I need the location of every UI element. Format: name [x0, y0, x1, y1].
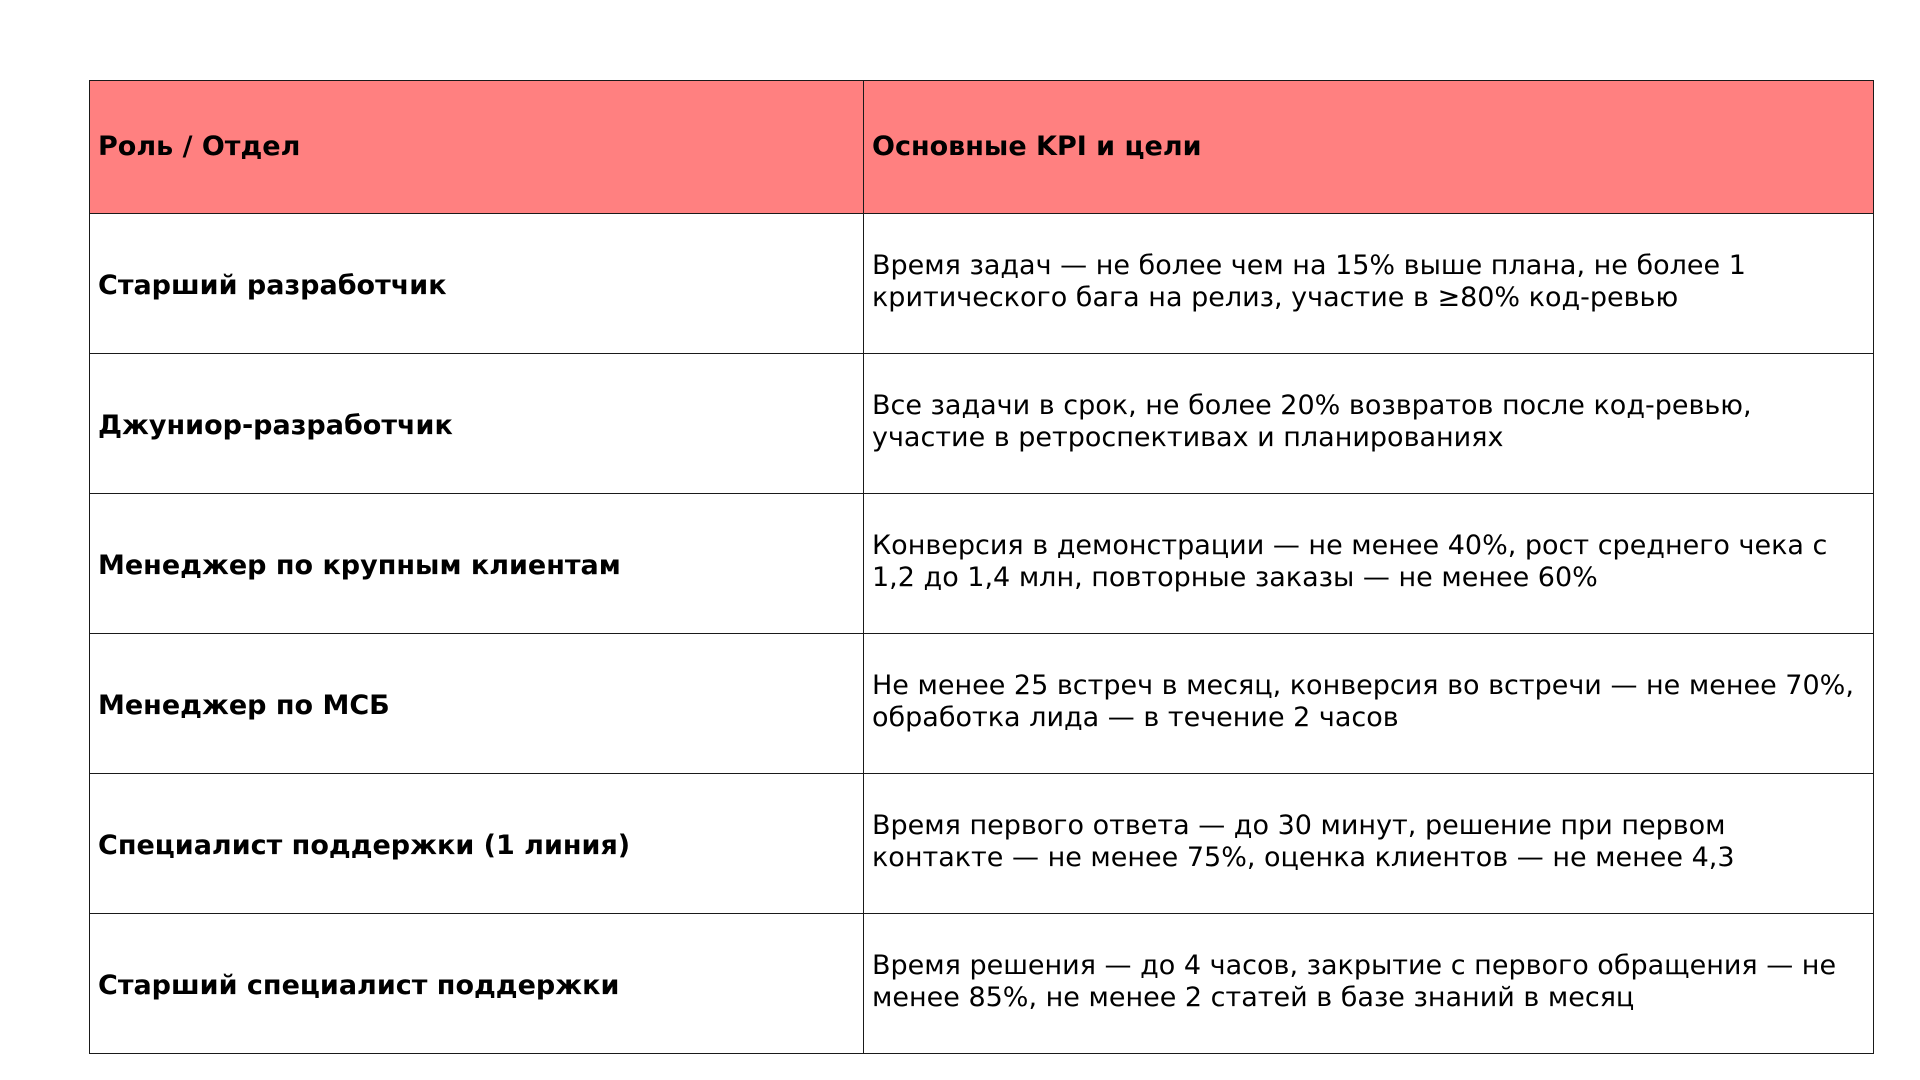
role-cell: Старший разработчик [90, 214, 864, 354]
kpi-cell: Время задач — не более чем на 15% выше плана, не более 1 критического бага на релиз, участие в ≥80% код-ревью [864, 214, 1874, 354]
role-cell: Менеджер по крупным клиентам [90, 494, 864, 634]
kpi-table [89, 80, 1874, 1054]
table-row [90, 774, 1874, 914]
kpi-cell: Время решения — до 4 часов, закрытие с первого обращения — не менее 85%, не менее 2 статей в базе знаний в месяц [864, 914, 1874, 1054]
table-row [90, 214, 1874, 354]
kpi-cell: Конверсия в демонстрации — не менее 40%, рост среднего чека с 1,2 до 1,4 млн, повторные заказы — не менее 60% [864, 494, 1874, 634]
table-row [90, 914, 1874, 1054]
table-header-row [90, 81, 1874, 214]
role-cell: Специалист поддержки (1 линия) [90, 774, 864, 914]
header-role: Роль / Отдел [90, 81, 864, 214]
kpi-cell: Время первого ответа — до 30 минут, решение при первом контакте — не менее 75%, оценка клиентов — не менее 4,3 [864, 774, 1874, 914]
kpi-cell: Не менее 25 встреч в месяц, конверсия во встречи — не менее 70%, обработка лида — в течение 2 часов [864, 634, 1874, 774]
table-row [90, 494, 1874, 634]
kpi-cell: Все задачи в срок, не более 20% возвратов после код-ревью, участие в ретроспективах и планированиях [864, 354, 1874, 494]
role-cell: Старший специалист поддержки [90, 914, 864, 1054]
header-kpi: Основные KPI и цели [864, 81, 1874, 214]
table-row [90, 354, 1874, 494]
role-cell: Джуниор-разработчик [90, 354, 864, 494]
role-cell: Менеджер по МСБ [90, 634, 864, 774]
table-row [90, 634, 1874, 774]
